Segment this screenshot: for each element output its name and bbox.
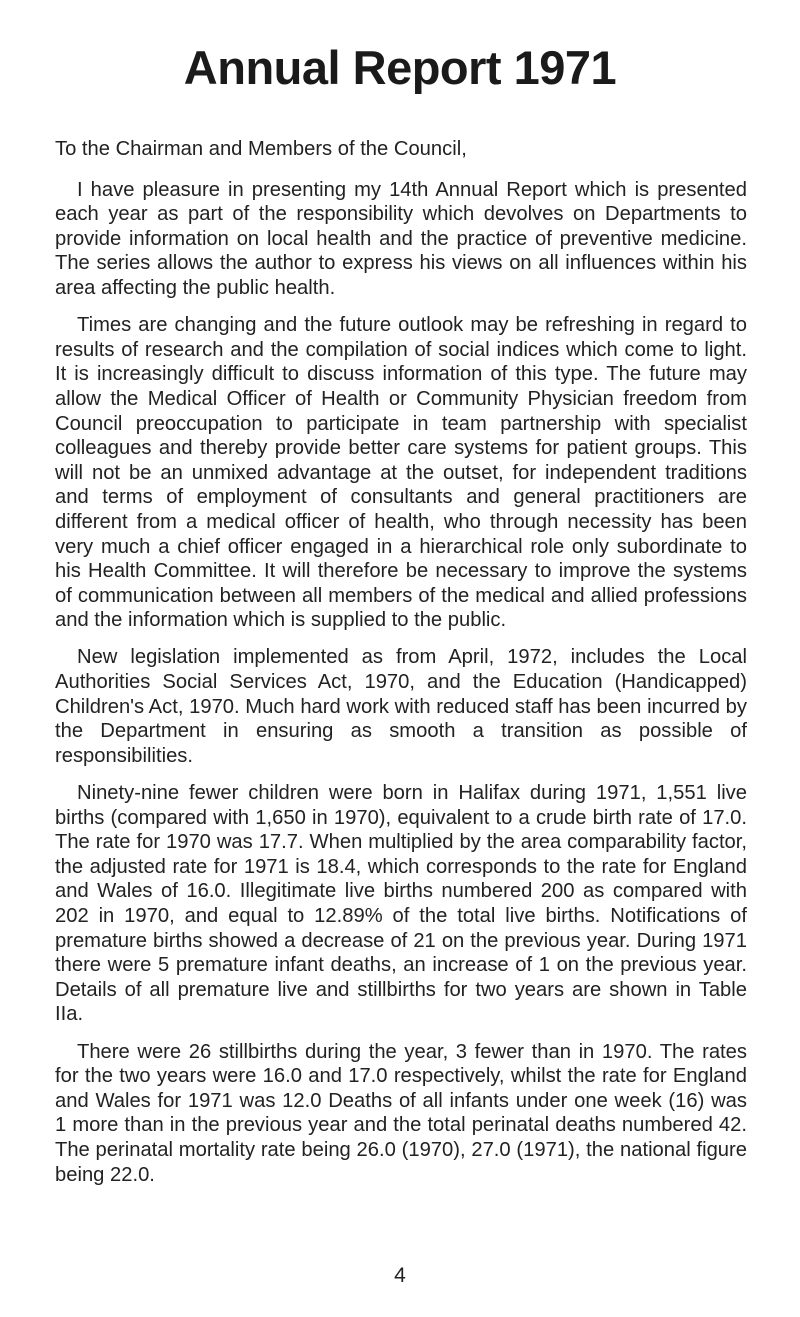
paragraph-stillbirths: There were 26 stillbirths during the year, 3 fewer than in 1970. The rates for the two years were 16.0 and 17.0 respectively, whilst the rate for England and Wales for 1971 was 12.0 Deaths of all infants under one week (16) was 1 more than in the previous year and the total perinatal deaths numbered 42. The perinatal mortality rate being 26.0 (1970), 27.0 (1971), the national figure being 22.0. [55, 1040, 747, 1186]
paragraph-introduction: I have pleasure in presenting my 14th Annual Report which is presented each year as part of the responsibility which devolves on Departments to provide information on local health and the practice of preventive medicine. The series allows the author to express his views on all influences within his area affecting the public health. [55, 178, 747, 299]
paragraph-new-legislation: New legislation implemented as from April, 1972, includes the Local Authorities Social Services Act, 1970, and the Education (Handicapped) Children's Act, 1970. Much hard work with reduced staff has been incurred by the Department in ensuring as smooth a transition as possible of responsibilities. [55, 646, 747, 767]
paragraph-births: Ninety-nine fewer children were born in Halifax during 1971, 1,551 live births (compared with 1,650 in 1970), equivalent to a crude birth rate of 17.0. The rate for 1970 was 17.7. When multiplied by the area comparability factor, the adjusted rate for 1971 is 18.4, which corresponds to the rate for England and Wales of 16.0. Illegitimate live births numbered 200 as compared with 202 in 1970, and equal to 12.89% of the total live births. Notifications of premature births showed a decrease of 21 on the previous year. During 1971 there were 5 premature infant deaths, an increase of 1 on the previous year. Details of all premature live and stillbirths for two years are shown in Table IIa. [55, 782, 747, 1026]
report-body [55, 137, 747, 1200]
page-number: 4 [394, 1264, 406, 1287]
salutation: To the Chairman and Members of the Council, [55, 138, 467, 160]
report-title: Annual Report 1971 [183, 41, 617, 94]
paragraph-future-outlook: Times are changing and the future outlook may be refreshing in regard to results of research and the compilation of social indices which come to light. It is increasingly difficult to discuss information of this type. The future may allow the Medical Officer of Health or Community Physician freedom from Council preoccupation to participate in team partnership with specialist colleagues and thereby provide better care systems for patient groups. This will not be an unmixed advantage at the outset, for independent traditions and terms of employment of consultants and general practitioners are different from a medical officer of health, who through necessity has been very much a chief officer engaged in a hierarchical role only subordinate to his Health Committee. It will therefore be necessary to improve the systems of communication between all members of the medical and allied professions and the information which is supplied to the public. [55, 314, 747, 632]
